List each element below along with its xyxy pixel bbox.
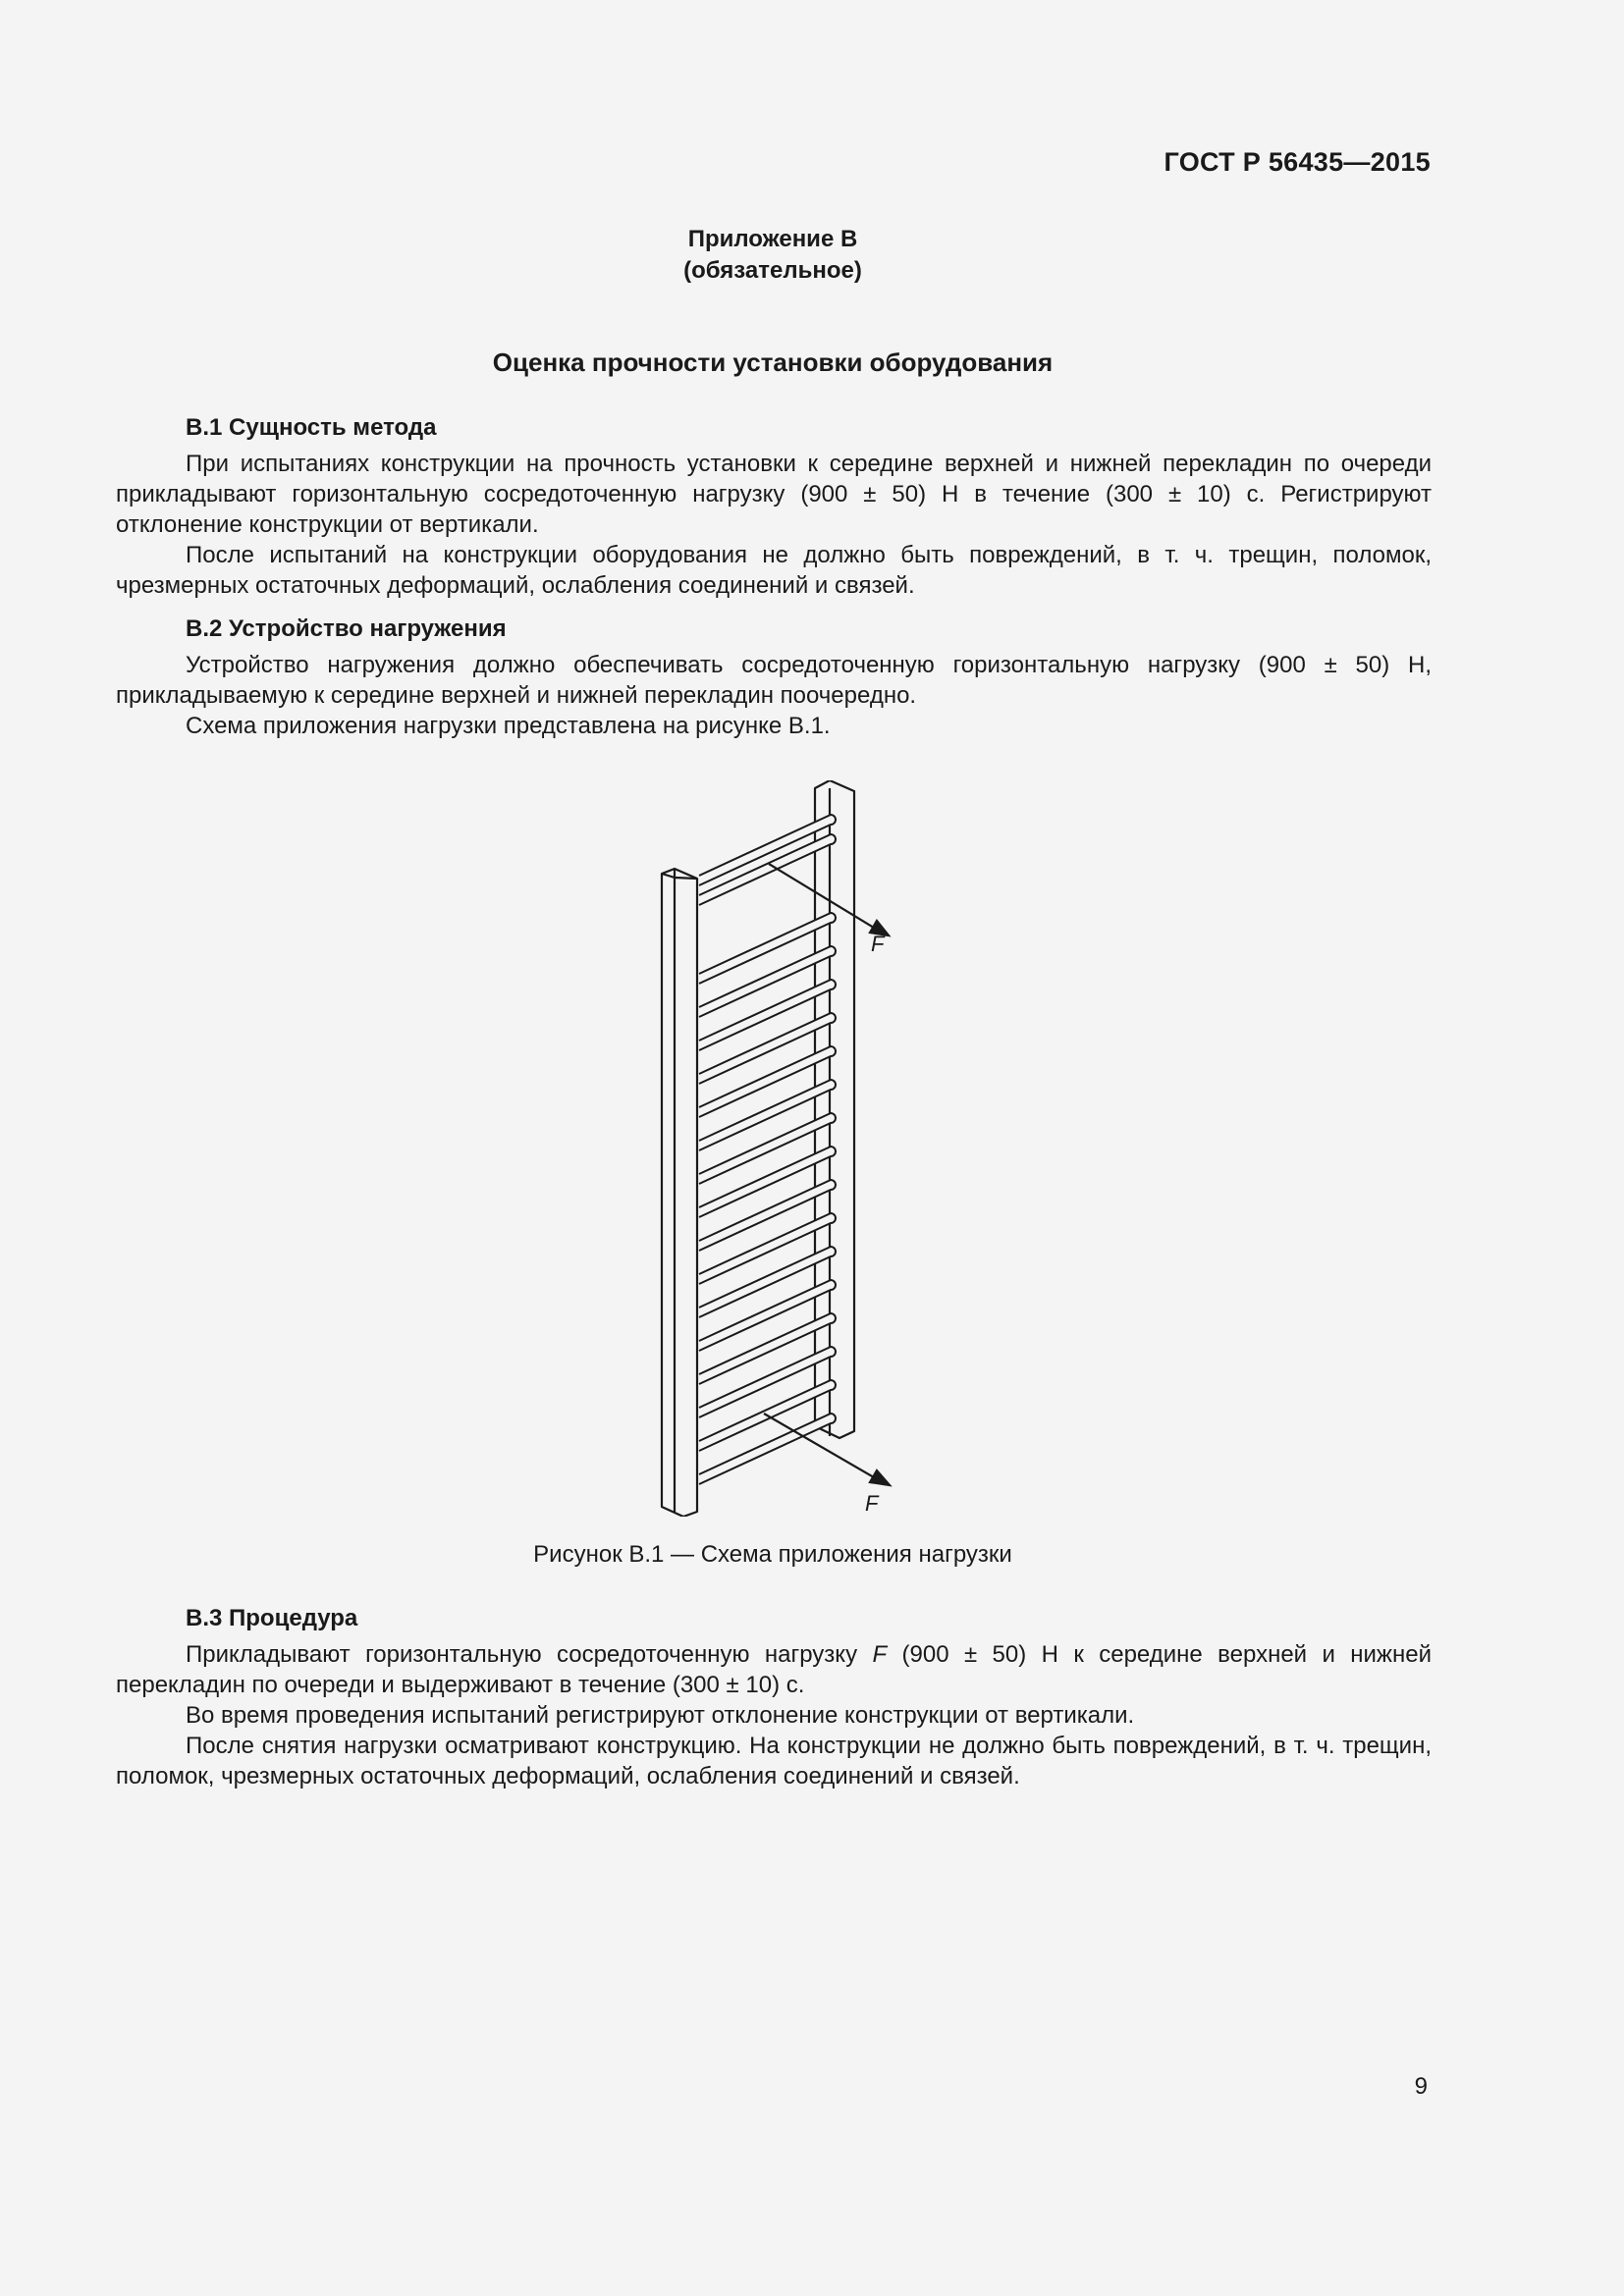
arrowhead-bottom — [870, 1470, 890, 1485]
page-number: 9 — [1414, 2073, 1428, 2100]
document-code: ГОСТ Р 56435—2015 — [1164, 147, 1431, 177]
text-span: (900 ± 50) Н к середине верхней и нижней перекладин по очереди и выдерживают в течение (300 ± 10) с. — [116, 1641, 1432, 1698]
paragraph: После снятия нагрузки осматривают конструкцию. На конструкции не должно быть повреждений, в т. ч. трещин, поломок, чрезмерных остаточных деформаций, ослабления соединений и связей. — [116, 1733, 1432, 1789]
ladder-diagram — [628, 780, 923, 1517]
appendix-heading — [0, 224, 1545, 287]
section-heading: В.2 Устройство нагружения — [186, 615, 507, 642]
main-title: Оценка прочности установки оборудования — [492, 347, 1054, 377]
figure-ladder-diagram — [628, 780, 923, 1517]
paragraph: После испытаний на конструкции оборудования не должно быть повреждений, в т. ч. трещин, поломок, чрезмерных остаточных деформаций, ослабления соединений и связей. — [116, 542, 1432, 599]
paragraph: Устройство нагружения должно обеспечивать сосредоточенную горизонтальную нагрузку (900 ± 50) Н, прикладываемую к середине верхней и нижней перекладин поочередно. — [116, 652, 1432, 709]
paragraph: Схема приложения нагрузки представлена на рисунке В.1. — [186, 713, 831, 739]
paragraph: Во время проведения испытаний регистрируют отклонение конструкции от вертикали. — [186, 1702, 1135, 1729]
right-upright — [815, 780, 854, 1438]
figure-caption: Рисунок В.1 — Схема приложения нагрузки — [533, 1541, 1012, 1568]
section-b3 — [116, 1603, 1432, 1791]
section-heading: В.3 Процедура — [186, 1605, 358, 1631]
paragraph: При испытаниях конструкции на прочность установки к середине верхней и нижней перекладин по очереди прикладывают горизонтальную сосредоточенную нагрузку (900 ± 50) Н в течение (300 ± 10) с. Регистрируют отклонение конструкции от вертикали. — [116, 451, 1432, 538]
appendix-status: (обязательное) — [683, 257, 862, 284]
appendix-title: Приложение В — [687, 226, 858, 252]
left-upright-top — [675, 878, 697, 879]
section-heading: В.1 Сущность метода — [186, 414, 437, 441]
force-label-bottom: F — [865, 1491, 879, 1516]
force-symbol: F — [872, 1641, 888, 1668]
text-span: Прикладывают горизонтальную сосредоточенную нагрузку — [186, 1641, 873, 1668]
section-b1 — [116, 412, 1432, 601]
ladder-rung — [699, 1414, 836, 1484]
paragraph — [116, 1639, 1432, 1700]
section-b2 — [116, 614, 1432, 741]
force-label-top: F — [871, 932, 885, 956]
left-upright — [662, 869, 697, 1517]
